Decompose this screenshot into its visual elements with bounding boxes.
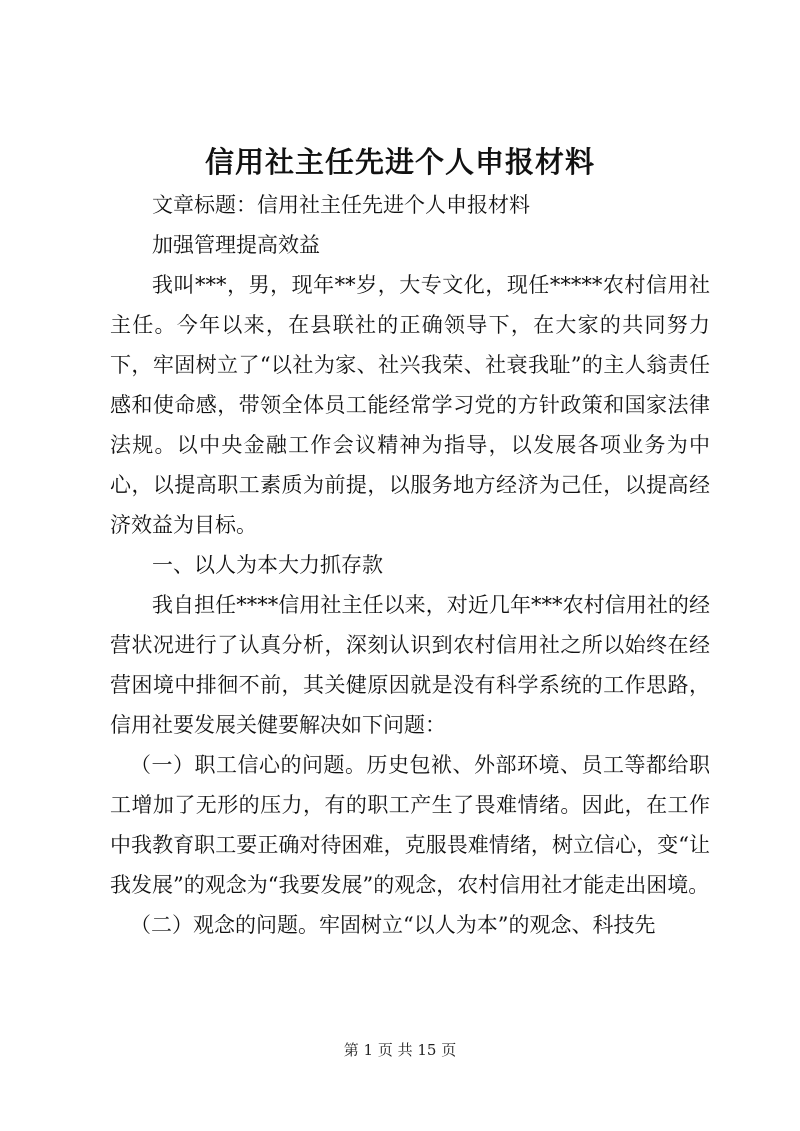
paragraph-section-1: 我自担任****信用社主任以来，对近几年***农村信用社的经营状况进行了认真分析，深刻认识到农村信用社之所以始终在经营困境中排徊不前，其关健原因就是没有科学系统的工作思路，信用社要发展关健要解决如下问题： <box>110 593 710 737</box>
paragraph-item-2: （二）观念的问题。牢固树立“以人为本”的观念、科技先 <box>130 913 656 937</box>
paragraph-item-1: （一）职工信心的问题。历史包袱、外部环境、员工等都给职工增加了无形的压力，有的职工产生了畏难情绪。因此，在工作中我教育职工要正确对待困难，克服畏难情绪，树立信心，变“让我发展”的观念为“我要发展”的观念，农村信用社才能走出困境。 <box>110 753 710 897</box>
document-title: 信用社主任先进个人申报材料 <box>204 145 595 179</box>
section-heading-1: 一、以人为本大力抓存款 <box>152 553 383 577</box>
paragraph-subtitle: 加强管理提高效益 <box>152 233 320 257</box>
paragraph-intro: 我叫***，男，现年**岁，大专文化，现任*****农村信用社主任。今年以来，在县联社的正确领导下，在大家的共同努力下，牢固树立了“以社为家、社兴我荣、社衰我耻”的主人翁责任感和使命感，带领全体员工能经常学习党的方针政策和国家法律法规。以中央金融工作会议精神为指导，以发展各项业务为中心，以提高职工素质为前提，以服务地方经济为己任，以提高经济效益为目标。 <box>110 273 710 537</box>
paragraph-article-title: 文章标题：信用社主任先进个人申报材料 <box>152 193 530 217</box>
document-body <box>110 185 710 945</box>
page-number-footer: 第 1 页 共 15 页 <box>343 1041 457 1059</box>
